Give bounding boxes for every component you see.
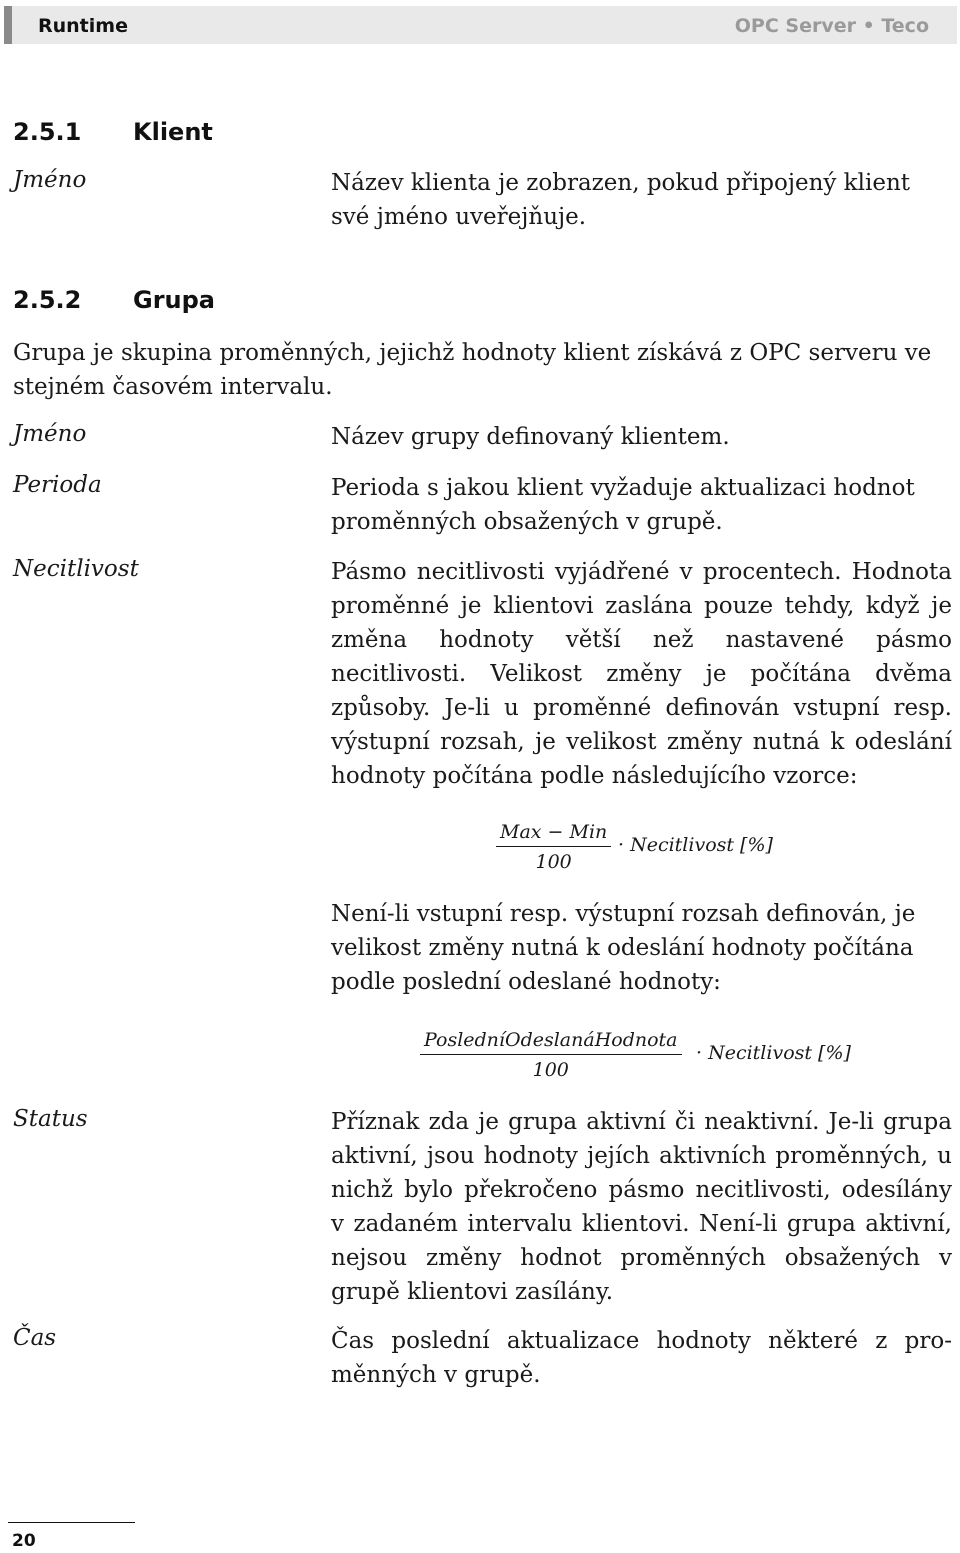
definition-jmeno-grupa: Název grupy definovaný klientem. xyxy=(331,424,730,450)
section-title: Klient xyxy=(133,118,213,146)
definition-perioda: Perioda s jakou klient vyžaduje aktualizaci hodnot proměnných obsažených v grupě. xyxy=(331,475,915,535)
fraction xyxy=(420,1026,682,1085)
term-perioda: Perioda xyxy=(13,472,102,498)
section-number: 2.5.2 xyxy=(13,286,82,314)
footer-rule xyxy=(8,1522,135,1523)
definition-cas: Čas poslední aktualizace hodnoty některé z proměnných v grupě. xyxy=(331,1328,952,1388)
formula-last-value xyxy=(420,1026,880,1088)
definition-jmeno-klient: Název klienta je zobrazen, pokud připojený klient své jméno uveřejňuje. xyxy=(331,170,910,230)
section-heading-klient xyxy=(13,118,413,148)
term-jmeno-grupa: Jméno xyxy=(13,421,87,447)
fraction xyxy=(496,818,611,877)
section-heading-grupa xyxy=(13,286,413,316)
formula-multiplier: · Necitlivost [%] xyxy=(618,834,773,856)
formula-range xyxy=(496,818,796,880)
fraction-denominator: 100 xyxy=(535,851,572,873)
term-status: Status xyxy=(13,1106,88,1132)
fraction-denominator: 100 xyxy=(532,1059,569,1081)
formula-multiplier: · Necitlivost [%] xyxy=(696,1042,851,1064)
grupa-intro: Grupa je skupina proměnných, jejichž hodnoty klient získává z OPC serveru ve stejném časovém intervalu. xyxy=(13,340,932,400)
header-product: OPC Server • Teco xyxy=(734,15,929,37)
header-chapter: Runtime xyxy=(38,15,128,37)
term-cas: Čas xyxy=(13,1325,57,1351)
term-jmeno-klient: Jméno xyxy=(13,167,87,193)
fraction-numerator: Max − Min xyxy=(496,818,611,847)
fraction-numerator: PosledníOdeslanáHodnota xyxy=(420,1026,682,1055)
section-title: Grupa xyxy=(133,286,215,314)
section-number: 2.5.1 xyxy=(13,118,82,146)
definition-necitlivost: Pásmo necitlivosti vyjádřené v procentech. Hodnota proměnné je klientovi zaslána pouze tehdy, když je změna hodnoty větší než nastavené pásmo necitlivosti. Velikost změny je počítána dvěma způsoby. Je-li u proměnné definován vstupní resp. výstupní rozsah, je velikost změny nutná k odeslání hodnoty počítána podle následujícího vzorce: xyxy=(331,559,952,789)
term-necitlivost: Necitlivost xyxy=(13,556,139,582)
definition-necitlivost-continued: Není-li vstupní resp. výstupní rozsah definován, je velikost změny nutná k odeslání hodnoty počítána podle poslední odeslané hodnoty: xyxy=(331,901,916,995)
page-number: 20 xyxy=(12,1531,36,1551)
definition-status: Příznak zda je grupa aktivní či neaktivní. Je-li grupa aktivní, jsou hodnoty jejích aktivních proměnných, u nichž bylo překročeno pásmo necitlivosti, odesílány v zadaném intervalu klientovi. Není-li grupa aktivní, nejsou změny hodnot proměnných obsažených v grupě klientovi zasílány. xyxy=(331,1109,952,1305)
running-header xyxy=(4,6,957,44)
